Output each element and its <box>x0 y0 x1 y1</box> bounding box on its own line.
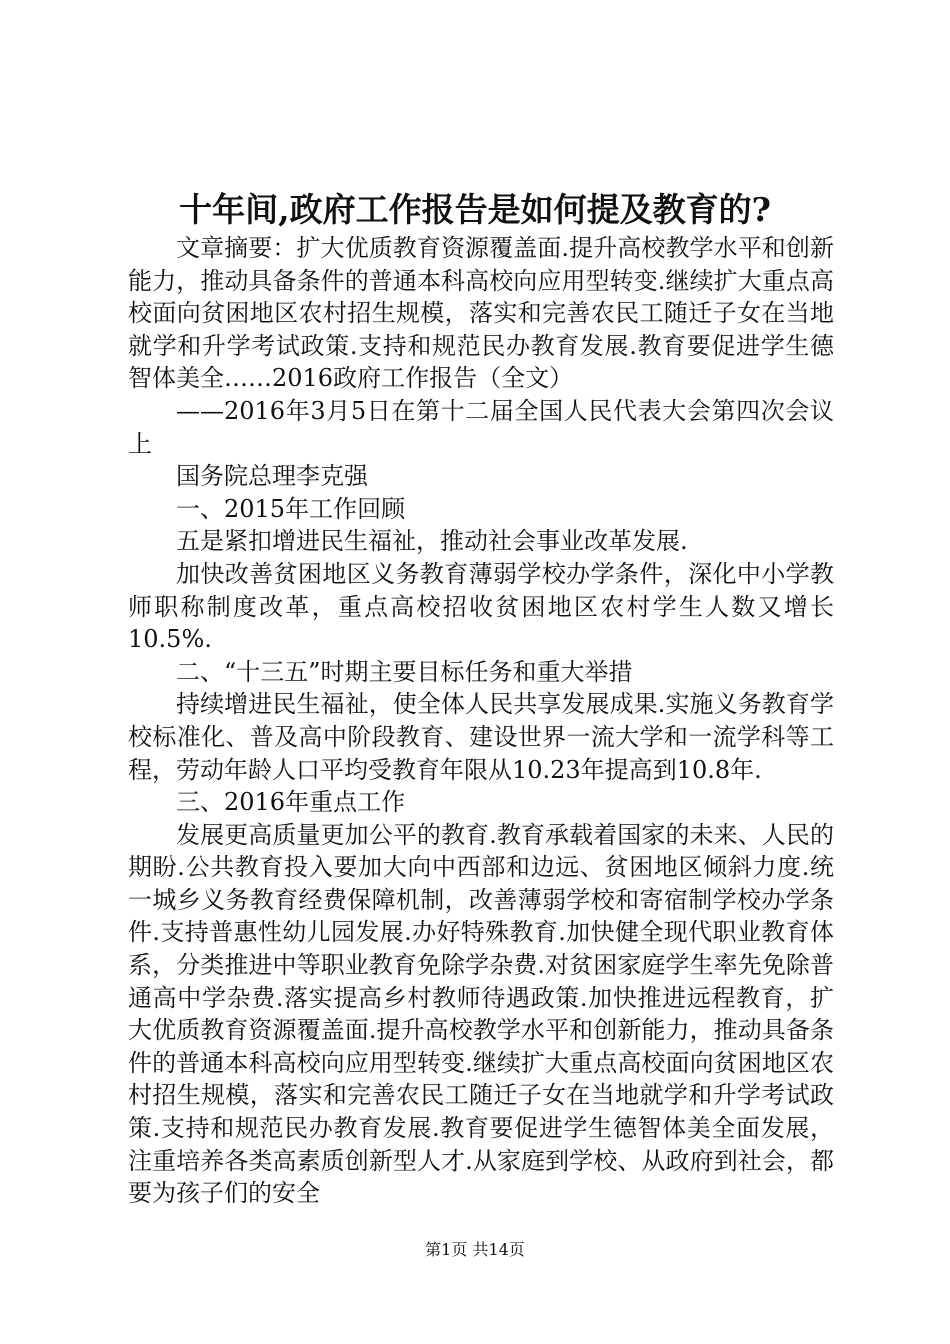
paragraph-abstract: 文章摘要：扩大优质教育资源覆盖面.提升高校教学水平和创新能力，推动具备条件的普通本科高校向应用型转变.继续扩大重点高校面向贫困地区农村招生规模，落实和完善农民工随迁子女在当地就学和升学考试政策.支持和规范民办教育发展.教育要促进学生德智体美全……2016政府工作报告（全文） <box>128 234 834 393</box>
document-title: 十年间,政府工作报告是如何提及教育的? <box>179 190 771 229</box>
paragraph: 持续增进民生福祉，使全体人民共享发展成果.实施义务教育学校标准化、普及高中阶段教育、建设世界一流大学和一流学科等工程，劳动年龄人口平均受教育年限从10.23年提高到10.8年. <box>128 690 834 784</box>
section-heading-2: 二、“十三五”时期主要目标任务和重大举措 <box>176 657 633 686</box>
paragraph: 发展更高质量更加公平的教育.教育承载着国家的未来、人民的期盼.公共教育投入要加大向中西部和边远、贫困地区倾斜力度.统一城乡义务教育经费保障机制，改善薄弱学校和寄宿制学校办学条件.支持普惠性幼儿园发展.办好特殊教育.加快健全现代职业教育体系，分类推进中等职业教育免除学杂费.对贫困家庭学生率先免除普通高中学杂费.落实提高乡村教师待遇政策.加快推进远程教育，扩大优质教育资源覆盖面.提升高校教学水平和创新能力，推动具备条件的普通本科高校向应用型转变.继续扩大重点高校面向贫困地区农村招生规模，落实和完善农民工随迁子女在当地就学和升学考试政策.支持和规范民办教育发展.教育要促进学生德智体美全面发展，注重培养各类高素质创新型人才.从家庭到学校、从政府到社会，都要为孩子们的安全 <box>128 820 834 1208</box>
document-body <box>128 232 834 1210</box>
paragraph-author: 国务院总理李克强 <box>176 462 368 491</box>
paragraph: 五是紧扣增进民生福祉，推动社会事业改革发展. <box>176 527 688 556</box>
section-heading-3: 三、2016年重点工作 <box>176 788 406 817</box>
paragraph: 加快改善贫困地区义务教育薄弱学校办学条件，深化中小学教师职称制度改革，重点高校招收贫困地区农村学生人数又增长10.5%. <box>128 559 834 654</box>
paragraph-dateline: ——2016年3月5日在第十二届全国人民代表大会第四次会议上 <box>128 396 834 458</box>
page-number: 第1页 共14页 <box>425 1240 525 1259</box>
section-heading-1: 一、2015年工作回顾 <box>176 494 406 523</box>
